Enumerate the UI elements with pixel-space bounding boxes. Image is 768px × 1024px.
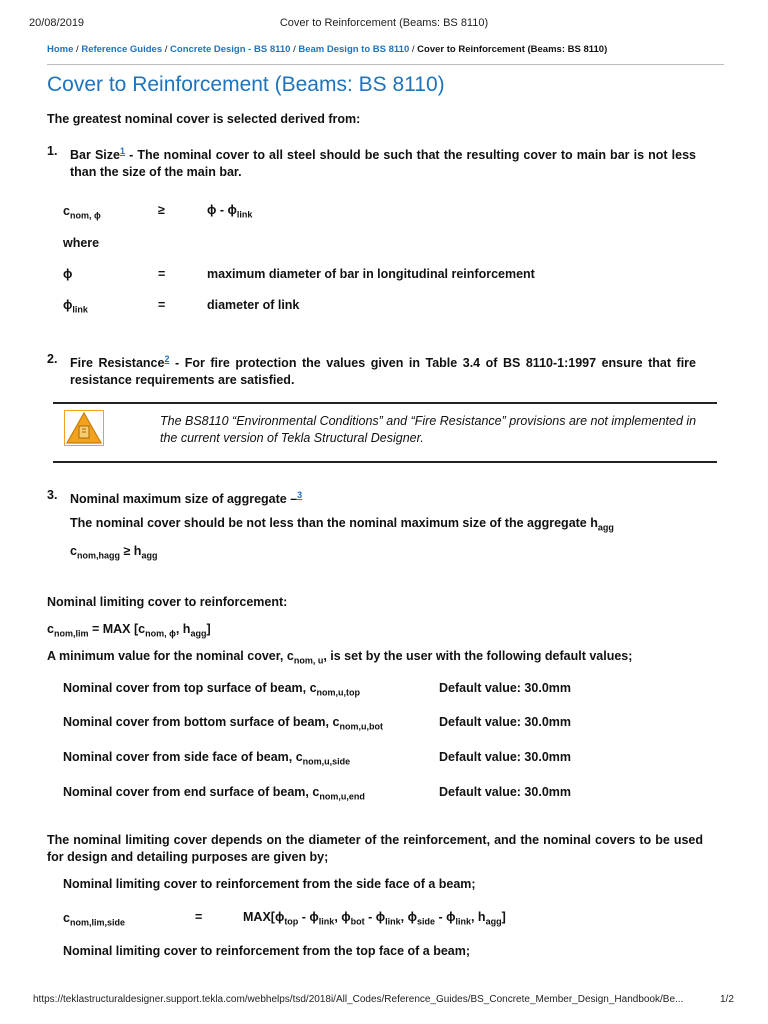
item2-paragraph: Fire Resistance$^2$ - For fire protection the values given in Table 3.4 of BS 8110-1:1997 ensure that fire resistance requirements are satisfied. xyxy=(70,354,696,388)
warning-icon xyxy=(64,410,104,446)
breadcrumb-reference-guides[interactable]: Reference Guides xyxy=(81,44,163,55)
note-top-border xyxy=(53,402,717,404)
cover-row-label: Nominal cover from side face of beam, $c_{nom,u,side}$ xyxy=(63,750,351,767)
intro-text: The greatest nominal cover is selected derived from: xyxy=(47,112,361,126)
cover-row-label: Nominal cover from bottom surface of beam, $c_{nom,u,bot}$ xyxy=(63,715,383,732)
top-heading: Nominal limiting cover to reinforcement from the top face of a beam; xyxy=(63,944,471,958)
item2-number: 2. xyxy=(47,352,58,366)
note-text: The BS8110 “Environmental Conditions” and “Fire Resistance” provisions are not implemented in the current version of Tekla Structural Designer. xyxy=(160,414,697,445)
item3-number: 3. xyxy=(47,488,58,502)
limiting-equation: $c_{nom,lim}$ = MAX [$c_{nom, \phi}$, $h_{agg}$] xyxy=(47,622,211,639)
cover-row-default: Default value: 30.0mm xyxy=(439,785,571,799)
cover-row-default: Default value: 30.0mm xyxy=(439,750,571,764)
side-eq-rhs: $MAX[\phi_{top} - \phi_{link}$, $\phi_{bot} - \phi_{link}$, $\phi_{side} - \phi_{link}$, $h_{agg}$] xyxy=(243,910,506,927)
print-page-number: 1/2 xyxy=(720,994,734,1005)
item3-text: The nominal cover should be not less than the nominal maximum size of the aggregate $h_{agg}$ xyxy=(70,516,614,533)
print-date: 20/08/2019 xyxy=(29,17,85,29)
def2-equals: = xyxy=(158,298,166,312)
item1-text: The nominal cover to all steel should be such that the resulting cover to main bar is not less than the size of the main bar. xyxy=(70,148,697,180)
breadcrumb: Home / Reference Guides / Concrete Design - BS 8110 / Beam Design to BS 8110 / Cover to Reinforcement (Beams: BS 8110) xyxy=(47,44,608,55)
def1-symbol: ϕ xyxy=(63,267,73,281)
limiting-heading: Nominal limiting cover to reinforcement: xyxy=(47,595,288,609)
cover-row-label: Nominal cover from end surface of beam, $c_{nom,u,end}$ xyxy=(63,785,365,802)
def1-text: maximum diameter of bar in longitudinal reinforcement xyxy=(207,267,535,281)
item3-heading: Nominal maximum size of aggregate –$^3$ xyxy=(70,490,303,507)
print-title: Cover to Reinforcement (Beams: BS 8110) xyxy=(279,17,489,29)
cover-row-label: Nominal cover from top surface of beam, $c_{nom,u,top}$ xyxy=(63,681,361,698)
breadcrumb-beam-design[interactable]: Beam Design to BS 8110 xyxy=(298,44,410,55)
side-heading: Nominal limiting cover to reinforcement from the side face of a beam; xyxy=(63,877,476,891)
side-eq-lhs: $c_{nom,lim,side}$ xyxy=(63,911,125,928)
eq1-rhs: ϕ - $\phi_{link}$ xyxy=(207,203,253,220)
cover-row-default: Default value: 30.0mm xyxy=(439,681,571,695)
def2-symbol: $\phi_{link}$ xyxy=(63,298,88,315)
depends-text: The nominal limiting cover depends on the diameter of the reinforcement, and the nominal covers to be used for design and detailing purposes are given by; xyxy=(47,833,703,864)
breadcrumb-current: Cover to Reinforcement (Beams: BS 8110) xyxy=(417,44,608,55)
footnote-link-3[interactable]: 3 xyxy=(297,490,303,500)
print-url: https://teklastructuraldesigner.support.tekla.com/webhelps/tsd/2018i/All_Codes/Reference_Guides/BS_Concrete_Member_Design_Handbook/Be... xyxy=(33,994,684,1005)
footnote-link-2[interactable]: 2 xyxy=(164,354,170,364)
page-title: Cover to Reinforcement (Beams: BS 8110) xyxy=(47,73,445,96)
breadcrumb-home[interactable]: Home xyxy=(47,44,74,55)
item2-text: For fire protection the values given in Table 3.4 of BS 8110-1:1997 ensure that fire resistance requirements are satisfied. xyxy=(70,356,696,388)
footnote-link-1[interactable]: 1 xyxy=(119,146,125,156)
eq1-lhs: $c_{nom, \phi}$ xyxy=(63,204,101,221)
item1-number: 1. xyxy=(47,144,58,158)
item2-label: Fire Resistance xyxy=(70,356,165,371)
item1-label: Bar Size xyxy=(70,148,120,163)
breadcrumb-concrete-design[interactable]: Concrete Design - BS 8110 xyxy=(170,44,291,55)
eq1-op: ≥ xyxy=(158,203,165,217)
header-divider xyxy=(47,64,724,65)
def2-text: diameter of link xyxy=(207,298,300,312)
eq3: $c_{nom,hagg} \ge h_{agg}$ xyxy=(70,544,158,561)
where-label: where xyxy=(63,236,100,250)
minimum-text: A minimum value for the nominal cover, $c_{nom, u}$, is set by the user with the following default values; xyxy=(47,649,633,666)
note-bottom-border xyxy=(53,461,717,463)
cover-row-default: Default value: 30.0mm xyxy=(439,715,571,729)
side-eq-equals: = xyxy=(195,910,203,924)
item1-paragraph: Bar Size$^1$ - The nominal cover to all steel should be such that the resulting cover to main bar is not less than the size of the main bar. xyxy=(70,146,697,180)
def1-equals: = xyxy=(158,267,166,281)
